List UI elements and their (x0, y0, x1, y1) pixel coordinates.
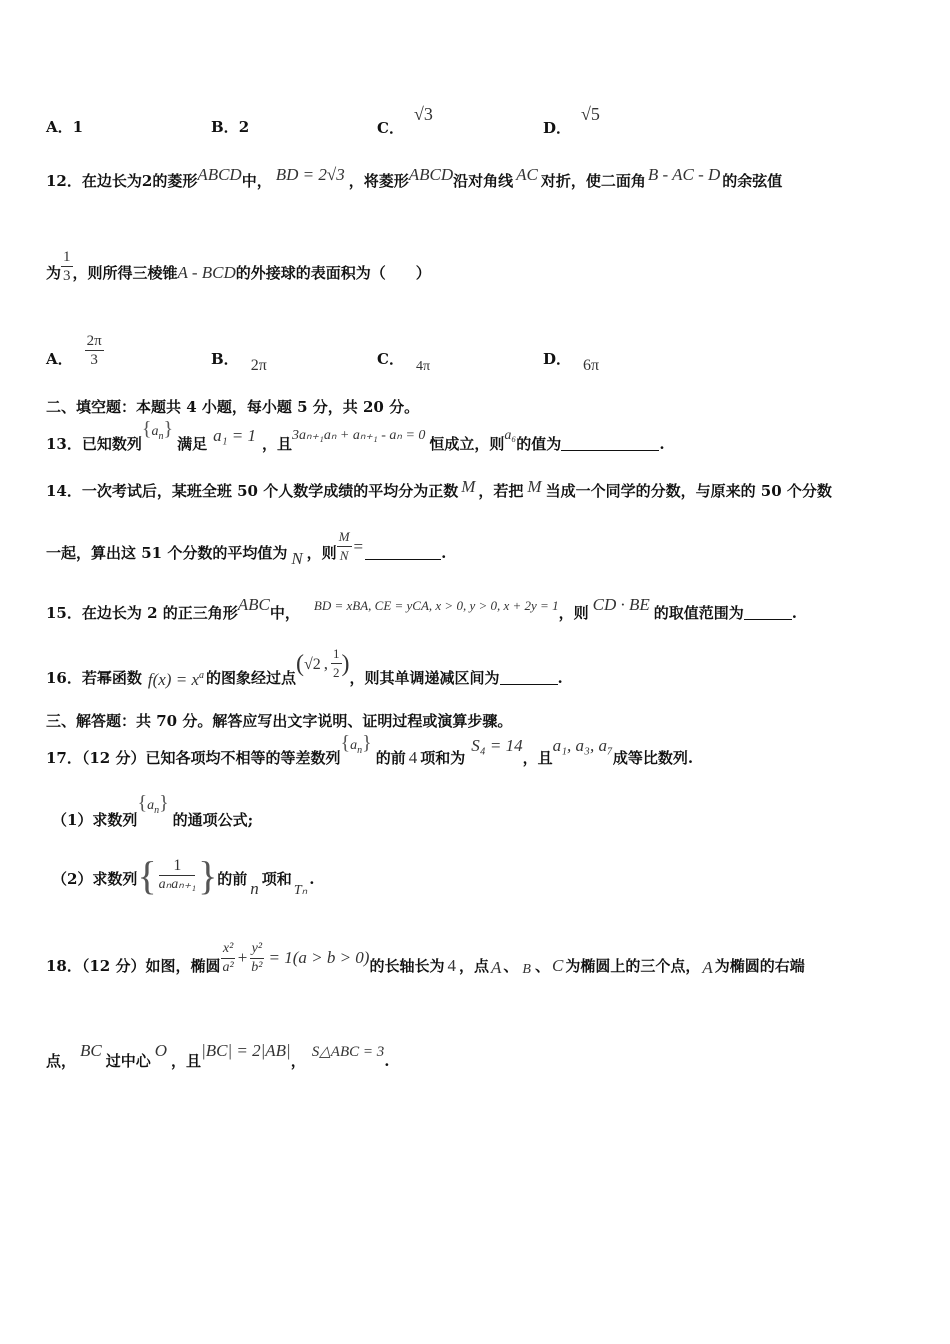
text: 2 (141, 172, 153, 190)
option-label: D． (543, 350, 572, 368)
q11-option-a (46, 116, 83, 137)
text: 一起，算出这 51 个分数的平均值为 (46, 544, 288, 562)
text: . (384, 1052, 390, 1070)
text: 18．（12 分）如图，椭圆 (46, 956, 221, 975)
text: 12．在边长为 (46, 172, 142, 190)
q11-option-c (377, 104, 433, 137)
option-label: B． (211, 118, 239, 136)
option-label: C． (377, 119, 404, 137)
text: 的菱形 (152, 172, 198, 190)
sequence: $\{a_n\}$ (137, 792, 169, 816)
text: 满足 (177, 435, 208, 453)
point: ) (341, 651, 350, 677)
text: . (557, 669, 563, 687)
option-value: √3 (413, 104, 433, 124)
math: B - AC - D (647, 165, 721, 184)
math: S₄ = 14 (471, 736, 523, 755)
math: n (154, 805, 160, 816)
math: a (198, 670, 204, 681)
math: n (357, 745, 363, 756)
math: a (151, 424, 159, 439)
math: n (158, 431, 164, 442)
denominator: 2 (333, 665, 340, 680)
option-value: √5 (581, 104, 600, 124)
text: （1）求数列 (52, 811, 138, 829)
text: ，则 (306, 544, 337, 562)
math: |BC| = 2|AB| (201, 1041, 291, 1060)
math: a₆ (504, 428, 517, 443)
math: a (147, 798, 155, 813)
text: 的余弦值 (722, 172, 783, 190)
math: O (154, 1041, 168, 1060)
option-label: D． (543, 119, 572, 137)
text: ，点 (459, 956, 490, 975)
q17-part2 (52, 852, 314, 899)
q12-option-a (46, 332, 104, 369)
text: . (659, 435, 665, 453)
math: a₁ = 1 (213, 426, 256, 445)
numerator: 2π (86, 333, 102, 349)
text: ，若把 (478, 482, 524, 500)
math: , (323, 654, 329, 673)
math: n (250, 878, 259, 898)
option-value: 4π (415, 359, 431, 374)
text: 16．若幂函数 (46, 669, 142, 687)
text: 对折，使二面角 (540, 172, 646, 190)
text: ，且 (262, 435, 293, 453)
fraction (249, 940, 264, 977)
q12-option-b (211, 348, 267, 374)
text: 成等比数列. (612, 749, 694, 767)
q16-line (46, 645, 563, 689)
text: （2）求数列 (52, 869, 138, 888)
text: 、 (534, 956, 550, 975)
numerator: 1 (331, 645, 342, 664)
q17-part1 (52, 792, 254, 829)
math: a (350, 738, 358, 753)
option-label: C． (377, 350, 404, 368)
text: 17．（12 分）已知各项均不相等的等差数列 (46, 749, 341, 767)
text: . (791, 604, 797, 622)
option-value: 1 (72, 118, 84, 136)
q12-option-d (543, 348, 600, 374)
math: 4 (447, 955, 456, 975)
denominator: 3 (63, 268, 71, 284)
math: 4 (408, 748, 418, 767)
text: 的前 (217, 869, 248, 888)
text: . (309, 869, 315, 888)
brace-right: } (198, 853, 218, 898)
q13-line (46, 418, 665, 453)
math: B (522, 961, 531, 977)
answer-blank[interactable] (561, 449, 659, 451)
numerator: M (337, 528, 352, 547)
answer-blank[interactable] (365, 558, 441, 560)
q18-line2 (46, 1040, 390, 1070)
math: ABCD (408, 165, 454, 184)
q14-line2 (46, 528, 447, 568)
q18-line1 (46, 940, 805, 977)
math: ABC (237, 595, 270, 614)
fraction (85, 332, 104, 369)
answer-blank[interactable] (500, 683, 558, 685)
q12-option-c (377, 348, 431, 374)
text: 中， (241, 172, 272, 190)
text: 为 (46, 264, 62, 282)
sequence: $\{a_n\}$ (340, 732, 372, 756)
numerator: x² (221, 940, 235, 959)
section2-heading: 二、填空题：本题共 4 小题，每小题 5 分，共 20 分。 (46, 398, 420, 416)
text: 恒成立，则 (429, 435, 505, 453)
text: ，则其单调递减区间为 (349, 669, 500, 687)
text: 14．一次考试后，某班全班 50 个人数学成绩的平均分为正数 (46, 482, 459, 500)
text: ，且 (171, 1052, 202, 1070)
math: BC (80, 1041, 102, 1060)
text: 的外接球的表面积为（ ） (235, 264, 431, 282)
math: N (291, 549, 303, 568)
math: a₁, a₃, a₇ (552, 736, 613, 755)
q14-line1 (46, 477, 832, 501)
text: 点， (46, 1052, 77, 1070)
math: BD = 2√3 (275, 165, 345, 184)
denominator: aₙaₙ₊₁ (158, 877, 197, 892)
text: ，且 (522, 749, 553, 767)
text: 为椭圆上的三个点， (565, 956, 701, 975)
text: 沿对角线 (453, 172, 514, 190)
math: Tₙ (293, 882, 308, 898)
math: AC (516, 165, 538, 184)
text: 的值为 (516, 435, 562, 453)
option-value: 2 (238, 118, 250, 136)
math: = 1(a > b > 0) (268, 947, 370, 967)
math: BD = xBA, CE = yCA, x > 0, y > 0, x + 2y = 1 (313, 598, 559, 613)
text: . (441, 544, 447, 562)
math: + (237, 947, 248, 967)
text: 的取值范围为 (653, 604, 744, 622)
text: 为椭圆的右端 (714, 956, 805, 975)
q11-option-b (211, 116, 249, 137)
option-label: A． (46, 118, 73, 136)
point: ( (296, 651, 304, 677)
text: ，则所得三棱锥 (72, 264, 178, 282)
text: 13．已知数列 (46, 435, 142, 453)
math: M (461, 477, 476, 496)
text: 当成一个同学的分数，与原来的 50 个分数 (545, 482, 832, 500)
math: C (552, 955, 564, 975)
text: 15．在边长为 2 的正三角形 (46, 604, 238, 622)
fraction (157, 857, 198, 894)
math: A (702, 957, 713, 977)
denominator: 3 (90, 352, 98, 368)
math: M (527, 477, 542, 496)
q11-option-d (543, 104, 600, 137)
text: ，将菱形 (348, 172, 409, 190)
text: 的长轴长为 (369, 956, 445, 975)
section3-heading: 三、解答题：共 70 分。解答应写出文字说明、证明过程或演算步骤。 (46, 712, 513, 730)
text: 的前 (375, 749, 406, 767)
sequence: $\{a_n\}$ (141, 418, 174, 442)
fraction (331, 645, 342, 682)
option-value: 2π (250, 357, 267, 374)
denominator: N (339, 548, 349, 563)
math: A (491, 957, 502, 977)
q12-line1 (46, 165, 783, 191)
math: 3aₙ₊₁aₙ + aₙ₊₁ - aₙ = 0 (292, 428, 426, 443)
math: √2 (304, 656, 321, 673)
answer-blank[interactable] (744, 618, 792, 620)
option-label: B． (211, 350, 239, 368)
text: 项和为 (420, 749, 466, 767)
math: A - BCD (177, 263, 236, 282)
math: S△ABC = 3 (311, 1044, 385, 1060)
numerator: y² (250, 940, 264, 959)
denominator: b² (251, 960, 263, 975)
fraction (337, 528, 352, 565)
text: ， (290, 1052, 306, 1070)
denominator: a² (222, 960, 234, 975)
text: ，则 (558, 604, 589, 622)
fraction (61, 248, 73, 285)
math: = (353, 537, 364, 556)
option-value: 6π (583, 357, 600, 374)
text: 、 (503, 956, 519, 975)
numerator: 1 (63, 249, 71, 265)
math (148, 670, 204, 689)
fraction (220, 940, 235, 977)
q17-line (46, 732, 694, 767)
q15-line (46, 594, 797, 622)
math: ABCD (197, 165, 242, 184)
numerator: 1 (159, 857, 195, 876)
q12-line2 (46, 248, 431, 285)
math: CD · BE (592, 595, 650, 614)
text: 的通项公式; (172, 811, 254, 829)
text: 项和 (261, 869, 292, 888)
text: 过中心 (105, 1052, 151, 1070)
text: 中， (269, 604, 300, 622)
brace-left: { (137, 853, 157, 898)
math: f(x) = x (147, 670, 199, 689)
option-label: A． (46, 350, 73, 368)
text: 的图象经过点 (205, 669, 296, 687)
